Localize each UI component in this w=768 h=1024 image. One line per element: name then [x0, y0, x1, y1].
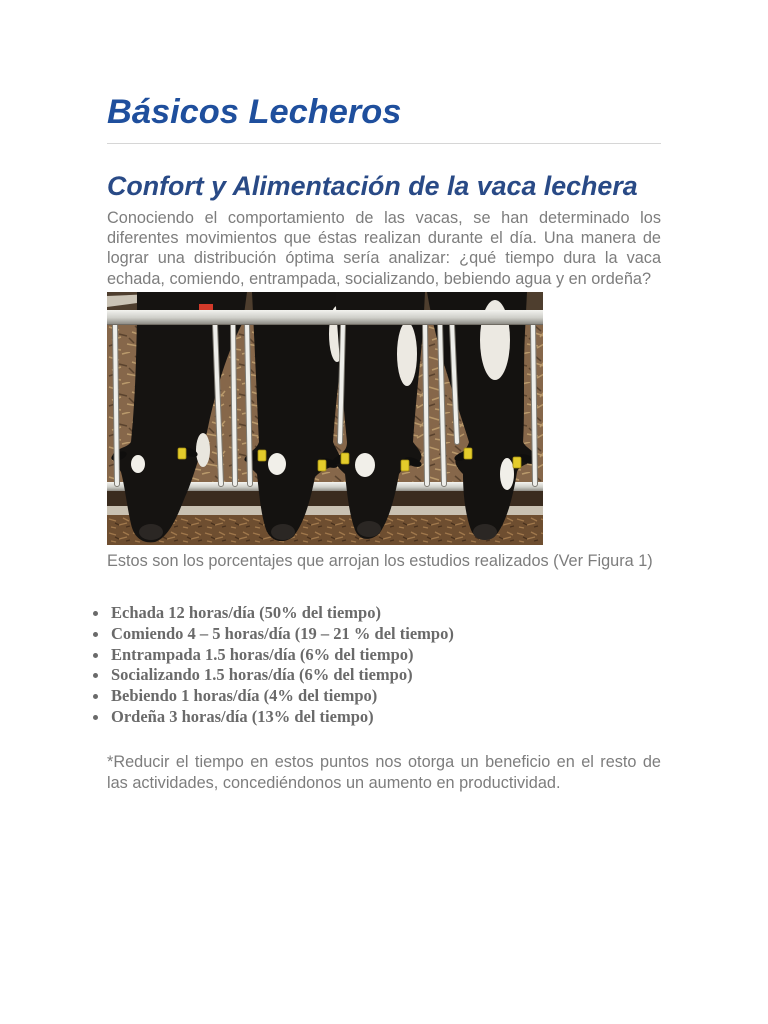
- list-item-text: Entrampada 1.5 horas/día (6% del tiempo): [111, 644, 414, 664]
- list-item-text: Echada 12 horas/día (50% del tiempo): [111, 603, 381, 622]
- bullet-icon: [93, 694, 98, 699]
- ear-tag: [341, 453, 349, 464]
- title-divider: [107, 143, 661, 144]
- cow-muzzle: [357, 521, 381, 537]
- cows-feeding-photo: [107, 292, 543, 545]
- bullet-icon: [93, 632, 98, 637]
- footnote-paragraph: *Reducir el tiempo en estos puntos nos otorga un beneficio en el resto de las actividades, concediéndonos un aumento en productividad.: [107, 753, 661, 792]
- cow-muzzle: [271, 524, 295, 540]
- headlock-bar: [115, 324, 117, 484]
- page-title: Básicos Lecheros: [107, 93, 402, 131]
- cow-blaze: [355, 453, 375, 477]
- list-item: [111, 686, 454, 707]
- list-item: [111, 665, 454, 686]
- bullet-icon: [93, 653, 98, 658]
- section-subtitle: Confort y Alimentación de la vaca lechera: [107, 171, 638, 201]
- activity-list: [111, 603, 454, 728]
- headlock-bar: [425, 324, 427, 484]
- intro-paragraph: Conociendo el comportamiento de las vacas, se han determinado los diferentes movimientos que éstas realizan durante el día. Una manera de lograr una distribución óptima sería analizar: ¿qué tiempo dura la vaca echada, comiendo, entrampada, socializando, bebiendo agua y en ordeña?: [107, 209, 661, 288]
- red-rail-marker: [199, 304, 213, 310]
- bullet-icon: [93, 673, 98, 678]
- list-item-text: Ordeña 3 horas/día (13% del tiempo): [111, 706, 374, 726]
- headlock-bar: [533, 324, 535, 484]
- bullet-icon: [93, 715, 98, 720]
- ear-tag: [513, 457, 521, 468]
- list-item-text: Bebiendo 1 horas/día (4% del tiempo): [111, 686, 378, 706]
- cow-muzzle: [473, 524, 497, 540]
- list-item-text: Socializando 1.5 horas/día (6% del tiempo): [111, 665, 413, 685]
- cow-neck-patch: [196, 433, 210, 467]
- top-rail: [107, 310, 543, 324]
- list-item-text: Comiendo 4 – 5 horas/día (19 – 21 % del tiempo): [111, 623, 454, 643]
- cow-blaze: [268, 453, 286, 475]
- headlock-bar: [233, 324, 235, 484]
- cow-blaze: [131, 455, 145, 473]
- ear-tag: [178, 448, 186, 459]
- ear-tag: [401, 460, 409, 471]
- list-item: [111, 707, 454, 728]
- ear-tag: [464, 448, 472, 459]
- cow-muzzle: [139, 524, 163, 540]
- ear-tag: [318, 460, 326, 471]
- figure-caption: Estos son los porcentajes que arrojan los estudios realizados (Ver Figura 1): [107, 552, 653, 570]
- bullet-icon: [93, 611, 98, 616]
- cow-neck-patch: [397, 322, 417, 386]
- ear-tag: [258, 450, 266, 461]
- cow-blaze: [500, 458, 514, 490]
- list-item: [111, 624, 454, 645]
- list-item: [111, 645, 454, 666]
- list-item: [111, 603, 454, 624]
